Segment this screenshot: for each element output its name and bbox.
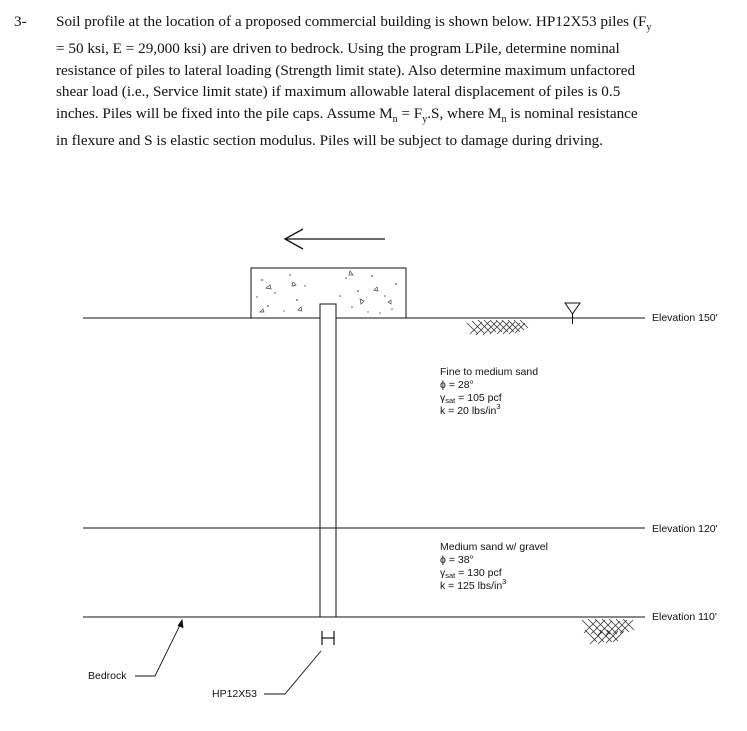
layer2-properties xyxy=(440,541,548,592)
layer2-k: k = 125 lbs/$in^3$ xyxy=(440,577,507,592)
bedrock-leader xyxy=(135,620,183,676)
pile xyxy=(320,304,336,617)
elevation-110-label: Elevation 110' xyxy=(652,611,717,623)
layer2-name: Medium sand w/ gravel xyxy=(440,541,548,553)
water-table-icon xyxy=(565,303,580,324)
bedrock-hatch-icon xyxy=(582,619,634,644)
h-pile-section-icon xyxy=(322,631,334,645)
problem-line-4: shear load (i.e., Service limit state) if maximum allowable lateral displacement of piles is 0.5 xyxy=(56,83,621,101)
problem-number: 3- xyxy=(14,13,27,30)
problem-line-2: = 50 ksi, E = 29,000 ksi) are driven to bedrock. Using the program LPile, determine nominal xyxy=(56,40,620,58)
layer2-gamma: γsat = 130 pcf xyxy=(440,567,502,580)
pile-label: HP12X53 xyxy=(212,688,257,700)
problem-line-3: resistance of piles to lateral loading (Strength limit state). Also determine maximum unfactored xyxy=(56,61,636,79)
lateral-load-arrow xyxy=(285,229,385,249)
elevation-labels xyxy=(652,312,718,623)
layer1-name: Fine to medium sand xyxy=(440,366,539,378)
problem-line-1: Soil profile at the location of a proposed commercial building is shown below. HP12X53 piles ($F_y$ xyxy=(56,13,652,34)
problem-line-6: in flexure and S is elastic section modulus. Piles will be subject to damage during driving. xyxy=(56,132,604,150)
layer2-phi: ϕ = 38° xyxy=(440,554,474,566)
layer1-k: k = 20 lbs/$in^3$ xyxy=(440,402,501,417)
pile-leader xyxy=(264,651,321,694)
layer1-gamma: γsat = 105 pcf xyxy=(440,392,502,405)
sand-hatch-icon xyxy=(467,320,528,335)
bedrock-label: Bedrock xyxy=(88,670,127,682)
layer1-properties xyxy=(440,366,538,417)
elevation-150-label: Elevation 150' xyxy=(652,312,718,324)
elevation-120-label: Elevation 120' xyxy=(652,523,718,535)
layer1-phi: ϕ = 28° xyxy=(440,379,474,391)
problem-line-5: inches. Piles will be fixed into the pile caps. Assume $M_n = F_y.S$, where $M_n$ is nominal resistance xyxy=(56,104,638,125)
